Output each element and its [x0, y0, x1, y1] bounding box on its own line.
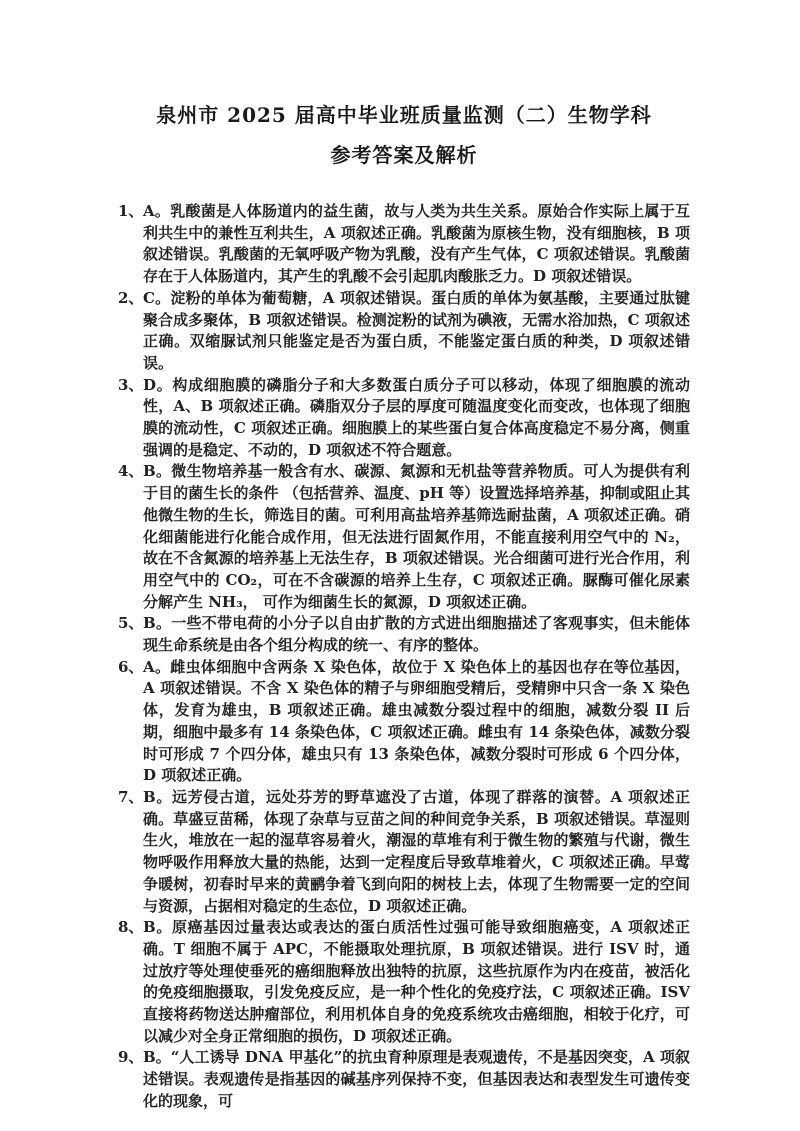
item-answer: B。 [143, 614, 172, 633]
answer-item [118, 1047, 690, 1112]
item-number: 6、 [118, 657, 144, 676]
item-text: 微生物培养基一般含有水、碳源、氮源和无机盐等营养物质。可人为提供有利于目的菌生长的条件 （包括营养、温度、pH 等）设置选择培养基，抑制或阻止其他微生物的生长，筛选目的菌。可利用高盐培养基筛选耐盐菌，A 项叙述正确。硝化细菌能进行化能合成作用，但无法进行固氮作用，不能直接利用空气中的 N₂，故在不含氮源的培养基上无法生存，B 项叙述错误。光合细菌可进行光合作用，利用空气中的 CO₂，可在不含碳源的培养上生存，C 项叙述正确。脲酶可催化尿素分解产生 NH₃， 可作为细菌生长的氮源，D 项叙述正确。 [143, 462, 690, 611]
answer-item [118, 375, 690, 462]
item-number: 2、 [118, 288, 144, 307]
item-answer: C。 [143, 288, 171, 307]
item-number: 4、 [118, 462, 144, 481]
answer-item [118, 787, 690, 917]
answer-item [118, 288, 690, 375]
document-subtitle: 参考答案及解析 [330, 143, 478, 167]
item-text: 乳酸菌是人体肠道内的益生菌，故与人类为共生关系。原始合作实际上属于互利共生中的兼性互利共生，A 项叙述正确。乳酸菌为原核生物，没有细胞核，B 项叙述错误。乳酸菌的无氧呼吸产物为乳酸，没有产生气体，C 项叙述错误。乳酸菌存在于人体肠道内，其产生的乳酸不会引起肌肉酸胀乏力。D 项叙述错误。 [143, 202, 690, 286]
item-text: 原癌基因过量表达或表达的蛋白质活性过强可能导致细胞癌变，A 项叙述正确。T 细胞不属于 APC，不能摄取处理抗原，B 项叙述错误。进行 ISV 时，通过放疗等处理使垂死的癌细胞释放出独特的抗原，这些抗原作为内在疫苗，被活化的免疫细胞摄取，引发免疫反应，是一种个性化的免疫疗法，C 项叙述正确。ISV 直接将药物送达肿瘤部位，利用机体自身的免疫系统攻击癌细胞，相较于化疗，可以减少对全身正常细胞的损伤，D 项叙述正确。 [143, 918, 690, 1045]
item-text: 淀粉的单体为葡萄糖，A 项叙述错误。蛋白质的单体为氨基酸，主要通过肽键聚合成多聚体，B 项叙述错误。检测淀粉的试剂为碘液，无需水浴加热，C 项叙述正确。双缩脲试剂只能鉴定是否为蛋白质，不能鉴定蛋白质的种类，D 项叙述错误。 [143, 288, 690, 372]
item-answer: D。 [143, 375, 173, 394]
document-title: 泉州市 2025 届高中毕业班质量监测（二）生物学科 [156, 103, 652, 127]
item-number: 8、 [118, 918, 144, 937]
item-number: 5、 [118, 614, 144, 633]
item-text: 雌虫体细胞中含两条 X 染色体，故位于 X 染色体上的基因也存在等位基因，A 项叙述错误。不含 X 染色体的精子与卵细胞受精后，受精卵中只含一条 X 染色体，发育为雄虫，B 项叙述正确。雄虫减数分裂过程中的细胞，减数分裂 II 后期，细胞中最多有 14 条染色体，C 项叙述正确。雌虫有 14 条染色体，减数分裂时可形成 7 个四分体，雄虫只有 13 条染色体，减数分裂时可形成 6 个四分体，D 项叙述正确。 [143, 657, 690, 785]
document-content [118, 102, 690, 1113]
answer-item [118, 657, 690, 787]
item-text: “人工诱导 DNA 甲基化”的抗虫育种原理是表观遗传，不是基因突变，A 项叙述错误。表观遗传是指基因的碱基序列保持不变，但基因表达和表型发生可遗传变化的现象，可 [143, 1048, 690, 1110]
item-answer: B。 [143, 462, 172, 481]
answer-item [118, 461, 690, 613]
item-number: 9、 [118, 1048, 144, 1067]
item-number: 1、 [118, 202, 144, 220]
answer-item [118, 917, 690, 1047]
item-answer: A。 [143, 657, 171, 676]
item-text: 一些不带电荷的小分子以自由扩散的方式进出细胞描述了客观事实，但未能体现生命系统是由各个组分构成的统一、有序的整体。 [143, 614, 690, 655]
answer-list [118, 201, 690, 1113]
item-text: 远芳侵古道，远处芬芳的野草遮没了古道，体现了群落的演替。A 项叙述正确。草盛豆苗稀，体现了杂草与豆苗之间的种间竞争关系，B 项叙述错误。草湿则生火，堆放在一起的湿草容易着火，潮湿的草堆有利于微生物的繁殖与代谢，微生物呼吸作用释放大量的热能，达到一定程度后导致草堆着火，C 项叙述正确。早莺争暖树，初春时早来的黄鹂争着飞到向阳的树枝上去，体现了生物需要一定的空间与资源，占据相对稳定的生态位，D 项叙述正确。 [143, 787, 690, 915]
item-answer: B。 [143, 1048, 171, 1067]
item-text: 构成细胞膜的磷脂分子和大多数蛋白质分子可以移动，体现了细胞膜的流动性，A、B 项叙述正确。磷脂双分子层的厚度可随温度变化而变改，也体现了细胞膜的流动性，C 项叙述正确。细胞膜上的某些蛋白复合体高度稳定不易分离，侧重强调的是稳定、不动的，D 项叙述不符合题意。 [143, 375, 690, 459]
item-answer: B。 [143, 787, 172, 806]
answer-item [118, 613, 690, 656]
answer-item [118, 201, 690, 288]
item-number: 7、 [118, 787, 144, 806]
item-answer: B。 [143, 918, 172, 937]
item-number: 3、 [118, 375, 144, 394]
item-answer: A。 [143, 202, 171, 220]
